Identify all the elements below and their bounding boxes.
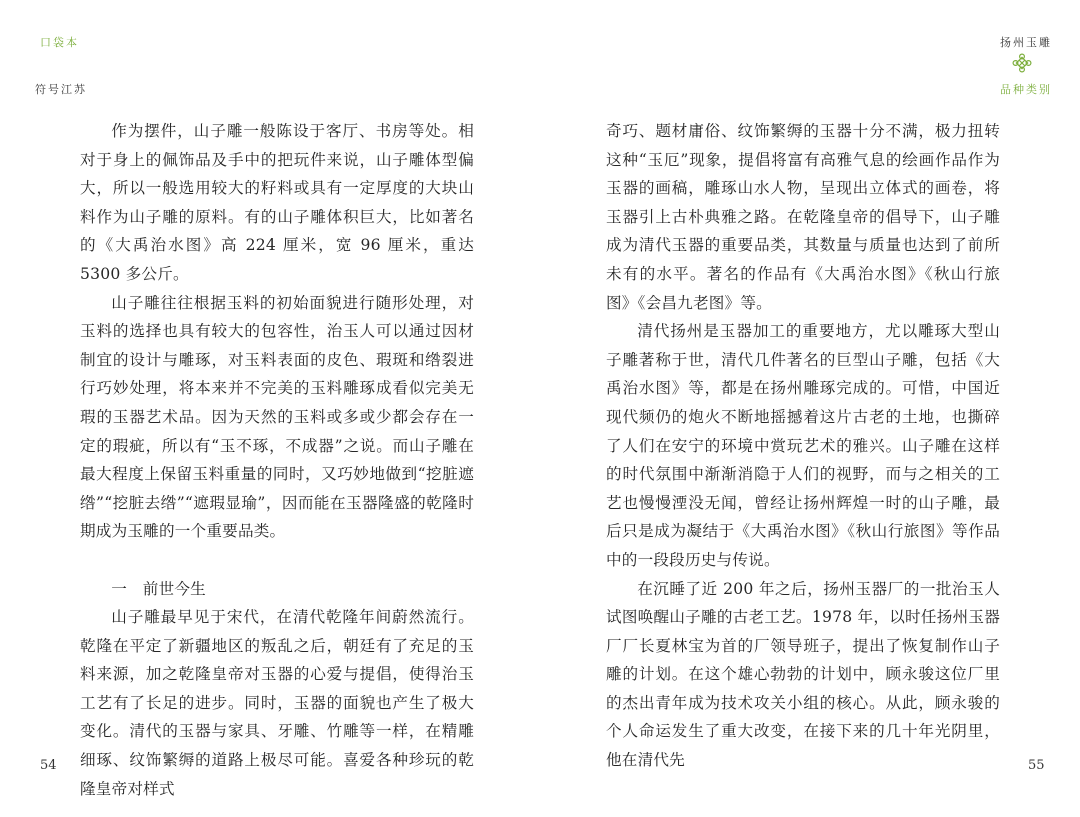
- left-header-series: 口袋本: [40, 36, 79, 49]
- section-heading: 一 前世今生: [111, 579, 206, 598]
- left-page-number: 54: [40, 758, 57, 773]
- paragraph: 清代扬州是玉器加工的重要地方，尤以雕琢大型山子雕著称于世，清代几件著名的巨型山子雕，包括《大禹治水图》等，都是在扬州雕琢完成的。可惜，中国近现代频仍的炮火不断地摇撼着这片古老的土地，也撕碎了人们在安宁的环境中赏玩艺术的雅兴。山子雕在这样的时代氛围中渐渐消隐于人们的视野，而与之相关的工艺也慢慢湮没无闻，曾经让扬州辉煌一时的山子雕，最后只是成为凝结于《大禹治水图》《秋山行旅图》等作品中的一段段历史与传说。: [606, 322, 1000, 569]
- paragraph: 在沉睡了近 200 年之后，扬州玉器厂的一批治玉人试图唤醒山子雕的古老工艺。1978 年，以时任扬州玉器厂厂长夏林宝为首的厂领导班子，提出了恢复制作山子雕的计划。在这个雄心勃勃的计划中，顾永骏这位厂里的杰出青年成为技术攻关小组的核心。从此，顾永骏的个人命运发生了重大改变，在接下来的几十年光阴里，他在清代先: [606, 579, 1000, 770]
- paragraph: 作为摆件，山子雕一般陈设于客厅、书房等处。相对于身上的佩饰品及手中的把玩件来说，山子雕体型偏大，所以一般选用较大的籽料或具有一定厚度的大块山料作为山子雕的原料。有的山子雕体积巨大，比如著名的《大禹治水图》高 224 厘米，宽 96 厘米，重达 5300 多公斤。: [80, 122, 474, 283]
- paragraph: 山子雕最早见于宋代，在清代乾隆年间蔚然流行。乾隆在平定了新疆地区的叛乱之后，朝廷有了充足的玉料来源，加之乾隆皇帝对玉器的心爱与提倡，使得治玉工艺有了长足的进步。同时，玉器的面貌也产生了极大变化。清代的玉器与家具、牙雕、竹雕等一样，在精雕细琢、纹饰繁缛的道路上极尽可能。喜爱各种珍玩的乾隆皇帝对样式: [80, 608, 474, 798]
- right-header-title: 扬州玉雕: [1000, 36, 1052, 49]
- paragraph: 山子雕往往根据玉料的初始面貌进行随形处理，对玉料的选择也具有较大的包容性，治玉人可以通过因材制宜的设计与雕琢，对玉料表面的皮色、瑕斑和绺裂进行巧妙处理，将本来并不完美的玉料雕琢成看似完美无瑕的玉器艺术品。因为天然的玉料或多或少都会存在一定的瑕疵，所以有“玉不琢，不成器”之说。而山子雕在最大程度上保留玉料重量的同时，又巧妙地做到“挖脏遮绺”“挖脏去绺”“遮瑕显瑜”，因而能在玉器隆盛的乾隆时期成为玉雕的一个重要品类。: [80, 293, 474, 541]
- knot-ornament-icon: [1012, 53, 1032, 73]
- paragraph-continued: 奇巧、题材庸俗、纹饰繁缛的玉器十分不满，极力扭转这种“玉厄”现象，提倡将富有高雅气息的绘画作品作为玉器的画稿，雕琢山水人物，呈现出立体式的画卷，将玉器引上古朴典雅之路。在乾隆皇帝的倡导下，山子雕成为清代玉器的重要品类，其数量与质量也达到了前所未有的水平。著名的作品有《大禹治水图》《秋山行旅图》《会昌九老图》等。: [606, 122, 1000, 312]
- right-page-number: 55: [1028, 758, 1045, 773]
- left-header-subtitle: 符号江苏: [35, 83, 87, 96]
- right-body-text: [606, 117, 1000, 775]
- right-header-category: 品种类别: [1000, 83, 1052, 96]
- left-body-text: [80, 117, 474, 803]
